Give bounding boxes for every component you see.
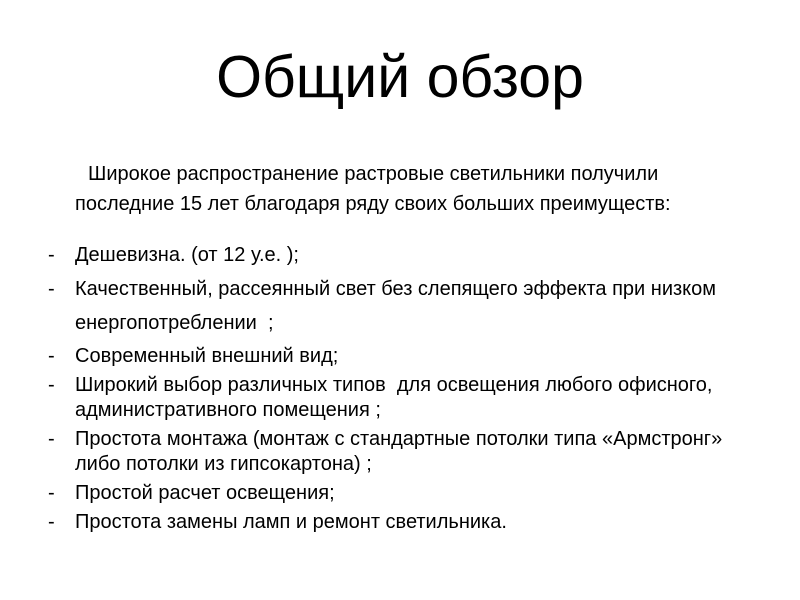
bullet-item (48, 481, 755, 506)
bullet-dash-marker: - (48, 244, 55, 266)
bullet-text: Простой расчет освещения; (75, 482, 335, 504)
intro-paragraph: Широкое распространение растровые светильники получили последние 15 лет благодаря ряду своих больших преимуществ: (75, 163, 671, 215)
bullet-dash-marker: - (48, 278, 55, 300)
bullet-text: Качественный, рассеянный свет без слепящего эффекта при низком енергопотреблении ; (75, 278, 722, 334)
bullet-dash-marker: - (48, 511, 55, 533)
bullet-item (48, 272, 755, 340)
bullet-item (48, 243, 755, 268)
slide-body (48, 159, 755, 539)
bullet-text: Простота замены ламп и ремонт светильника. (75, 511, 507, 533)
bullet-text: Простота монтажа (монтаж с стандартные потолки типа «Армстронг» либо потолки из гипсокартона) ; (75, 428, 728, 475)
bullet-item (48, 373, 755, 423)
bullet-dash-marker: - (48, 428, 55, 450)
bullet-text: Современный внешний вид; (75, 345, 339, 367)
bullet-list (48, 243, 755, 535)
bullet-item (48, 510, 755, 535)
bullet-item (48, 427, 755, 477)
bullet-dash-marker: - (48, 374, 55, 396)
bullet-text: Широкий выбор различных типов для освещения любого офисного, административного помещения ; (75, 374, 719, 421)
bullet-text: Дешевизна. (от 12 у.е. ); (75, 244, 299, 266)
bullet-dash-marker: - (48, 482, 55, 504)
bullet-dash-marker: - (48, 345, 55, 367)
bullet-item (48, 344, 755, 369)
slide-title: Общий обзор (216, 44, 584, 110)
